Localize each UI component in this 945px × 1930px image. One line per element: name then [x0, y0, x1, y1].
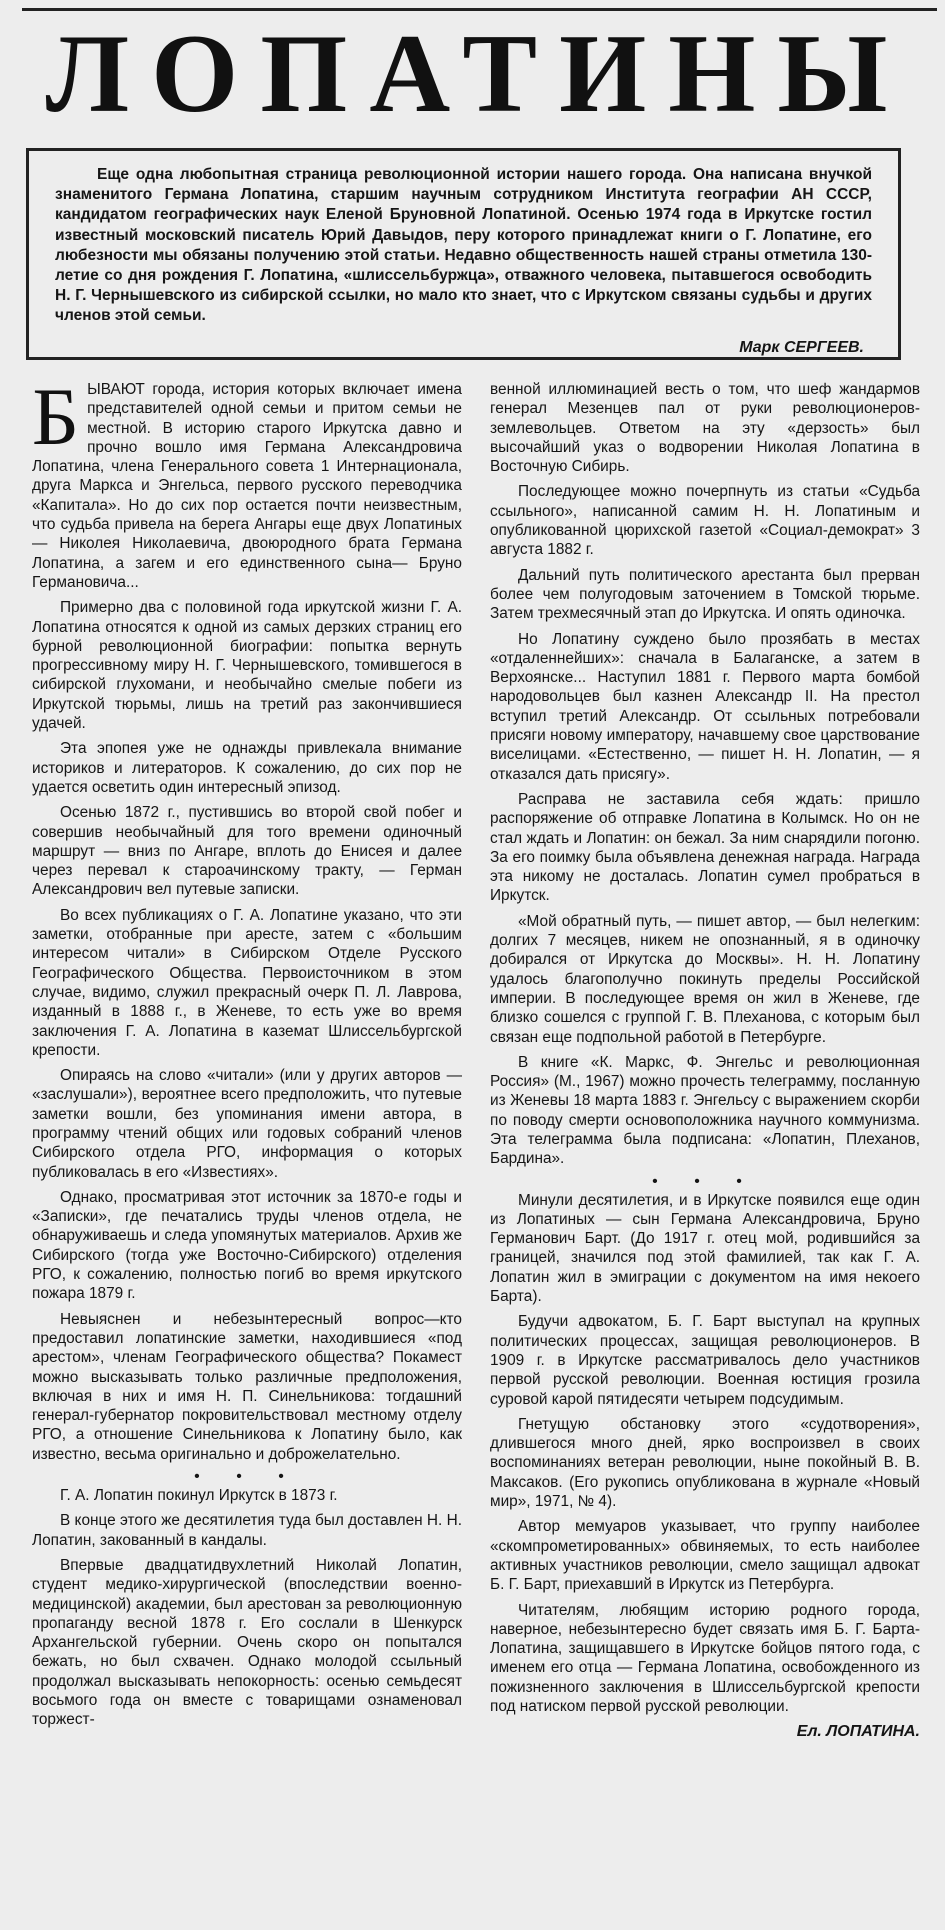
paragraph: Читателям, любящим историю родного города, наверное, небезынтересно будет связать имя Б. Г. Барта-Лопатина, защищавшего в Иркутске бойцов пятого года, с именем его отца — Германа Лопатина, освобожденного из пожизненного заключения в Шлиссельбургской крепости под натиском первой русской революции.	[490, 1601, 920, 1715]
drop-cap: Б	[32, 380, 80, 462]
paragraph: Опираясь на слово «читали» (или у других авторов — «заслушали»), вероятнее всего предположить, что путевые заметки вошли, без упоминания имени автора, в программу чтений общих или годовых собраний членов Сибирского отдела РГО, информация о которых публиковалась в его «Известиях».	[32, 1067, 462, 1181]
paragraph: Последующее можно почерпнуть из статьи «Судьба ссыльного», написанной самим Н. Н. Лопатиным и опубликованной цюрихской газетой «Социал-демократ» 3 августа 1882 г.	[490, 483, 920, 559]
paragraph: «Мой обратный путь, — пишет автор, — был нелегким: долгих 7 месяцев, никем не опознанный, я в одиночку добирался от Иркутска до Москвы». Н. Н. Лопатину удалось благополучно покинуть пределы Российской империи. В последующее время он жил в Женеве, где близко сошелся с группой Г. В. Плеханова, с которым был связан еще подпольной работой в Петербурге.	[490, 912, 920, 1046]
paragraph: В книге «К. Маркс, Ф. Энгельс и революционная Россия» (М., 1967) можно прочесть телеграмму, посланную из Женевы 18 марта 1883 г. Энгельсу с выражением скорби по поводу смерти основоположника научного коммунизма. Эта телеграмма была подписана: «Лопатин, Плеханов, Бардина».	[490, 1053, 920, 1168]
paragraph: Невыяснен и небезынтересный вопрос—кто предоставил лопатинские заметки, находившиеся «под арестом», членам Географического общества? Покамест можно высказывать только различные предположения, включая в них и имя Н. П. Синельникова: тогдашний генерал-губернатор покровительствовал местному отделу РГО, а отношение Синельникова к Лопатину было, как известно, весьма оригинально и доброжелательно.	[32, 1310, 462, 1463]
paragraph: В конце этого же десятилетия туда был доставлен Н. Н. Лопатин, закованный в кандалы.	[32, 1512, 462, 1549]
right-column	[490, 380, 920, 1925]
paragraph: Дальний путь политического арестанта был прерван более чем полугодовым заточением в Томской тюрьме. Затем трехмесячный этап до Иркутска. И опять одиночка.	[490, 566, 920, 623]
paragraph: Но Лопатину суждено было прозябать в местах «отдаленнейших»: сначала в Балаганске, а затем в Верхоянске... Наступил 1881 г. Первого марта бомбой народовольцев был казнен Александр II. На престол вступил третий Александр. От ссыльных потребовали присяги новому императору, начавшему свое царствование виселицами. «Естественно, — пишет Н. Н. Лопатин, — я отказался дать присягу».	[490, 630, 920, 783]
paragraph: Впервые двадцатидвухлетний Николай Лопатин, студент медико-хирургической (впоследствии военно-медицинской) академии, был арестован за революционную пропаганду весной 1878 г. Его сослали в Шенкурск Архангельской губернии. Очень скоро он попытался бежать, но был схвачен. Однако молодой ссыльный продолжал высказывать непокорность: осенью семьдесят восьмого года он вместе с товарищами ознаменовал торжест-	[32, 1556, 462, 1729]
intro-signature: Марк СЕРГЕЕВ.	[739, 339, 864, 356]
paragraph: Однако, просматривая этот источник за 1870-е годы и «Записки», где печатались труды членов отдела, не обнаруживаешь и следа упомянутых материалов. Архив же Сибирского (тогда уже Восточно-Сибирского) отделения РГО, к сожалению, полностью погиб во время иркутского пожара 1879 г.	[32, 1188, 462, 1303]
intro-text: Еще одна любопытная страница революционной истории нашего города. Она написана внучкой знаменитого Германа Лопатина, старшим научным сотрудником Института географии АН СССР, кандидатом географических наук Еленой Бруновной Лопатиной. Осенью 1974 года в Иркутске гостил известный московский писатель Юрий Давыдов, перу которого принадлежат книги о Г. Лопатине, его любезности мы обязаны получению этой статьи. Недавно общественность нашей страны отметила 130-летие со дня рождения Г. Лопатина, «шлиссельбуржца», отважного человека, пытавшегося освободить Н. Г. Чернышевского из сибирской ссылки, но мало кто знает, что с Иркутском связаны судьбы и других членов этой семьи.	[55, 166, 872, 325]
left-column	[32, 380, 462, 1925]
author-signature: Ел. ЛОПАТИНА.	[796, 1723, 920, 1741]
paragraph: Примерно два с половиной года иркутской жизни Г. А. Лопатина относятся к одной из самых дерзких страниц его бурной революционной биографии: попытка вернуть прогрессивному миру Н. Г. Чернышевского, томившегося в сибирской глухомани, и необычайно смелые побеги из Иркутской тюрьмы, лишь на третий раз закончившиеся удачей.	[32, 599, 462, 733]
paragraph	[32, 380, 462, 592]
paragraph: Г. А. Лопатин покинул Иркутск в 1873 г.	[60, 1487, 338, 1505]
paragraph: Во всех публикациях о Г. А. Лопатине указано, что эти заметки, отобранные при аресте, затем с «большим интересом читали» в Сибирском Отделе Русского Географического Общества. Первоисточником в этом случае, видимо, служил прекрасный очерк П. Л. Лаврова, изданный в 1888 г., в Женеве, то есть уже во время заключения Г. А. Лопатина в каземат Шлиссельбургской крепости.	[32, 906, 462, 1059]
intro-box	[26, 148, 901, 360]
headline: ЛОПАТИНЫ	[45, 12, 910, 136]
paragraph: Минули десятилетия, и в Иркутске появился еще один из Лопатиных — сын Германа Александровича, Бруно Германович Барт. (До 1917 г. отец мой, родившийся за границей, значился под этой фамилией, так как Г. А. Лопатин жил в эмиграции с документом на имя некоего Барта).	[490, 1191, 920, 1306]
paragraph: Автор мемуаров указывает, что группу наиболее «скомпрометированных» обвиняемых, то есть наиболее активных участников революции, смело защищал адвокат Б. Г. Барт, приехавший в Иркутск из Петербурга.	[490, 1518, 920, 1594]
paragraph: венной иллюминацией весть о том, что шеф жандармов генерал Мезенцев пал от руки революционеров-землевольцев. Ответом на эту «дерзость» был высочайший указ о водворении Николая Лопатина в Восточную Сибирь.	[490, 381, 920, 476]
paragraph: Гнетущую обстановку этого «судотворения», длившегося много дней, ярко воспроизвел в своих воспоминаниях ветеран революции, ныне покойный В. В. Максаков. (Его рукопись опубликована в журнале «Новый мир», 1971, № 4).	[490, 1415, 920, 1511]
paragraph: Будучи адвокатом, Б. Г. Барт выступал на крупных политических процессах, защищая революционеров. В 1909 г. в Иркутске рассматривалось дело участников первой русской революции. Военная юстиция грозила суровой карой пятидесяти четырем подсудимым.	[490, 1313, 920, 1408]
top-rule	[22, 8, 937, 11]
paragraph: Расправа не заставила себя ждать: пришло распоряжение об отправке Лопатина в Колымск. Но он не стал ждать и Лопатин: он бежал. За ним снарядили погоню. За его поимку была объявлена денежная награда. Награда эта никому не досталась. Лопатин сумел пробраться в Иркутск.	[490, 790, 920, 905]
paragraph: Осенью 1872 г., пустившись во второй свой побег и совершив необычайный для того времени одиночный маршрут — вниз по Ангаре, вплоть до Енисея и далее через перевал к староачинскому тракту, — Герман Александрович вел путевые записки.	[32, 804, 462, 899]
section-separator: • • •	[652, 1172, 758, 1190]
paragraph: Эта эпопея уже не однажды привлекала внимание историков и литераторов. К сожалению, до сих пор не удается осветить один интересный эпизод.	[32, 740, 462, 796]
paragraph-text: города, история которых включает имена представителей одной семьи и притом семьи не местной. В историю старого Иркутска давно и прочно вошло имя Германа Александровича Лопатина, члена Генерального совета 1 Интернационала, друга Маркса и Энгельса, первого русского переводчика «Капитала». Но до сих пор остается почти неизвестным, что судьба привела на берега Ангары еще двух Лопатиных — Николея Николаевича, двоюродного брата Германа Лопатина, а загем и его единственного сына— Бруно Германовича...	[32, 381, 462, 591]
section-separator: • • •	[194, 1468, 300, 1486]
first-word: ЫВАЮТ	[87, 381, 145, 398]
